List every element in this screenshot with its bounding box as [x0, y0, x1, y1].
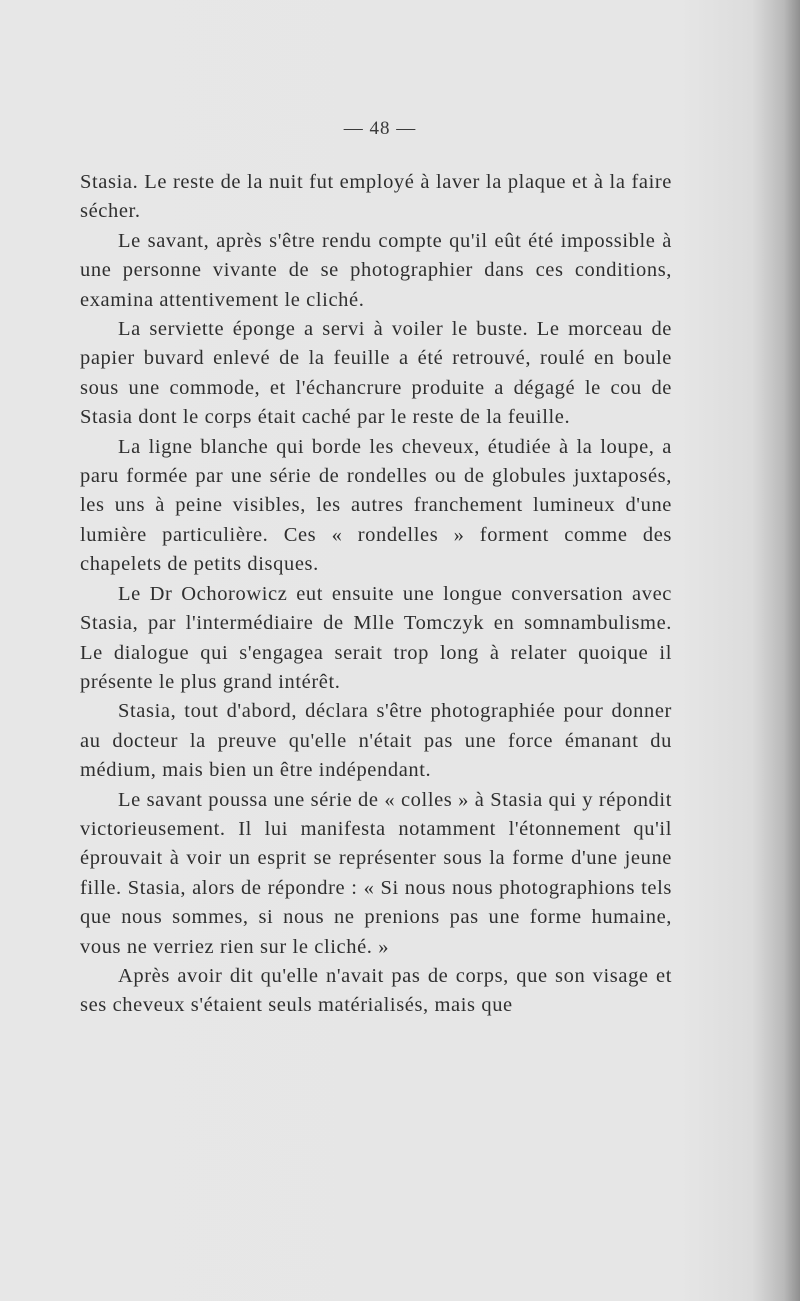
paragraph-1: Stasia. Le reste de la nuit fut employé à laver la plaque et à la faire sécher. [80, 171, 672, 223]
paragraph-2: Le savant, après s'être rendu compte qu'il eût été impossible à une personne vivante de se photographier dans ces conditions, examina attentivement le cliché. [80, 229, 672, 311]
page-number: — 48 — [343, 118, 417, 139]
paragraph-3: La serviette éponge a servi à voiler le buste. Le morceau de papier buvard enlevé de la feuille a été retrouvé, roulé en boule sous une commode, et l'échancrure produite a dégagé le cou de Stasia dont le corps était caché par le reste de la feuille. [80, 318, 672, 429]
paragraph-6: Stasia, tout d'abord, déclara s'être photographiée pour donner au docteur la preuve qu'elle n'était pas une force émanant du médium, mais bien un être indépendant. [80, 700, 672, 782]
paragraph-8: Après avoir dit qu'elle n'avait pas de corps, que son visage et ses cheveux s'étaient seuls matérialisés, mais que [80, 964, 672, 1017]
paragraph-5: Le Dr Ochorowicz eut ensuite une longue conversation avec Stasia, par l'intermédiaire de Mlle Tomczyk en somnambulisme. Le dialogue qui s'engagea serait trop long à relater quoique il présente le plus grand intérêt. [80, 582, 672, 693]
paragraph-4: La ligne blanche qui borde les cheveux, étudiée à la loupe, a paru formée par une série de rondelles ou de globules juxtaposés, les uns à peine visibles, les autres franchement lumineux d'une lumière particulière. Ces « rondelles » forment comme des chapelets de petits disques. [80, 435, 672, 576]
body-text [80, 168, 672, 1021]
paragraph-7: Le savant poussa une série de « colles » à Stasia qui y répondit victorieusement. Il lui manifesta notamment l'étonnement qu'il éprouvait à voir un esprit se représenter sous la forme d'une jeune fille. Stasia, alors de répondre : « Si nous nous photographions tels que nous sommes, si nous ne prenions pas une forme humaine, vous ne verriez rien sur le cliché. » [80, 788, 672, 958]
